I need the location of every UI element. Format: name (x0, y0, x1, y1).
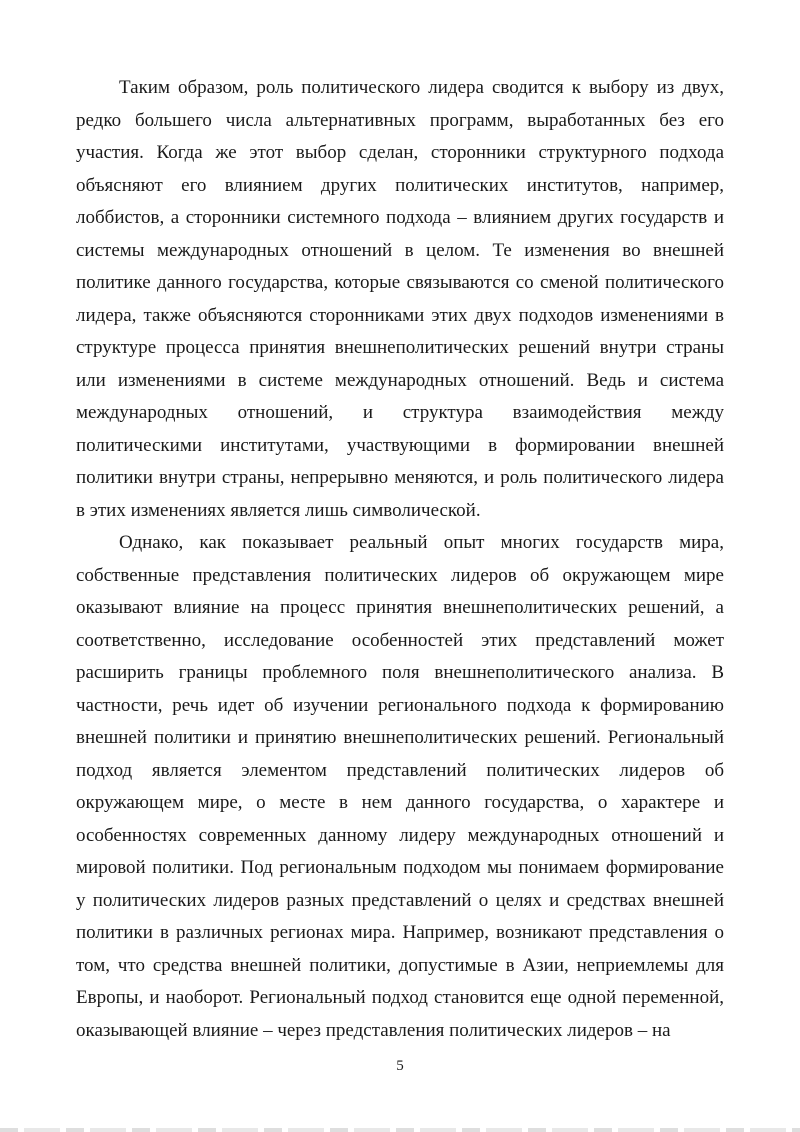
scan-edge-artifact (0, 1128, 800, 1132)
paragraph-1: Таким образом, роль политического лидера сводится к выбору из двух, редко большего числа альтернативных программ, выработанных без его участия. Когда же этот выбор сделан, сторонники структурного подхода объясняют его влиянием других политических институтов, например, лоббистов, а сторонники системного подхода – влиянием других государств и системы международных отношений в целом. Те изменения во внешней политике данного государства, которые связываются со сменой политического лидера, также объясняются сторонниками этих двух подходов изменениями в структуре процесса принятия внешнеполитических решений внутри страны или изменениями в системе международных отношений. Ведь и система международных отношений, и структура взаимодействия между политическими институтами, участвующими в формировании внешней политики внутри страны, непрерывно меняются, и роль политического лидера в этих изменениях является лишь символической. (76, 77, 724, 521)
page-number: 5 (396, 1058, 404, 1074)
document-body (76, 72, 724, 1047)
paragraph-2: Однако, как показывает реальный опыт многих государств мира, собственные представления политических лидеров об окружающем мире оказывают влияние на процесс принятия внешнеполитических решений, а соответственно, исследование особенностей этих представлений может расширить границы проблемного поля внешнеполитического анализа. В частности, речь идет об изучении регионального подхода к формированию внешней политики и принятию внешнеполитических решений. Региональный подход является элементом представлений политических лидеров об окружающем мире, о месте в нем данного государства, о характере и особенностях современных данному лидеру международных отношений и мировой политики. Под региональным подходом мы понимаем формирование у политических лидеров разных представлений о целях и средствах внешней политики в различных регионах мира. Например, возникают представления о том, что средства внешней политики, допустимые в Азии, неприемлемы для Европы, и наоборот. Региональный подход становится еще одной переменной, оказывающей влияние – через представления политических лидеров – на (76, 532, 724, 1041)
